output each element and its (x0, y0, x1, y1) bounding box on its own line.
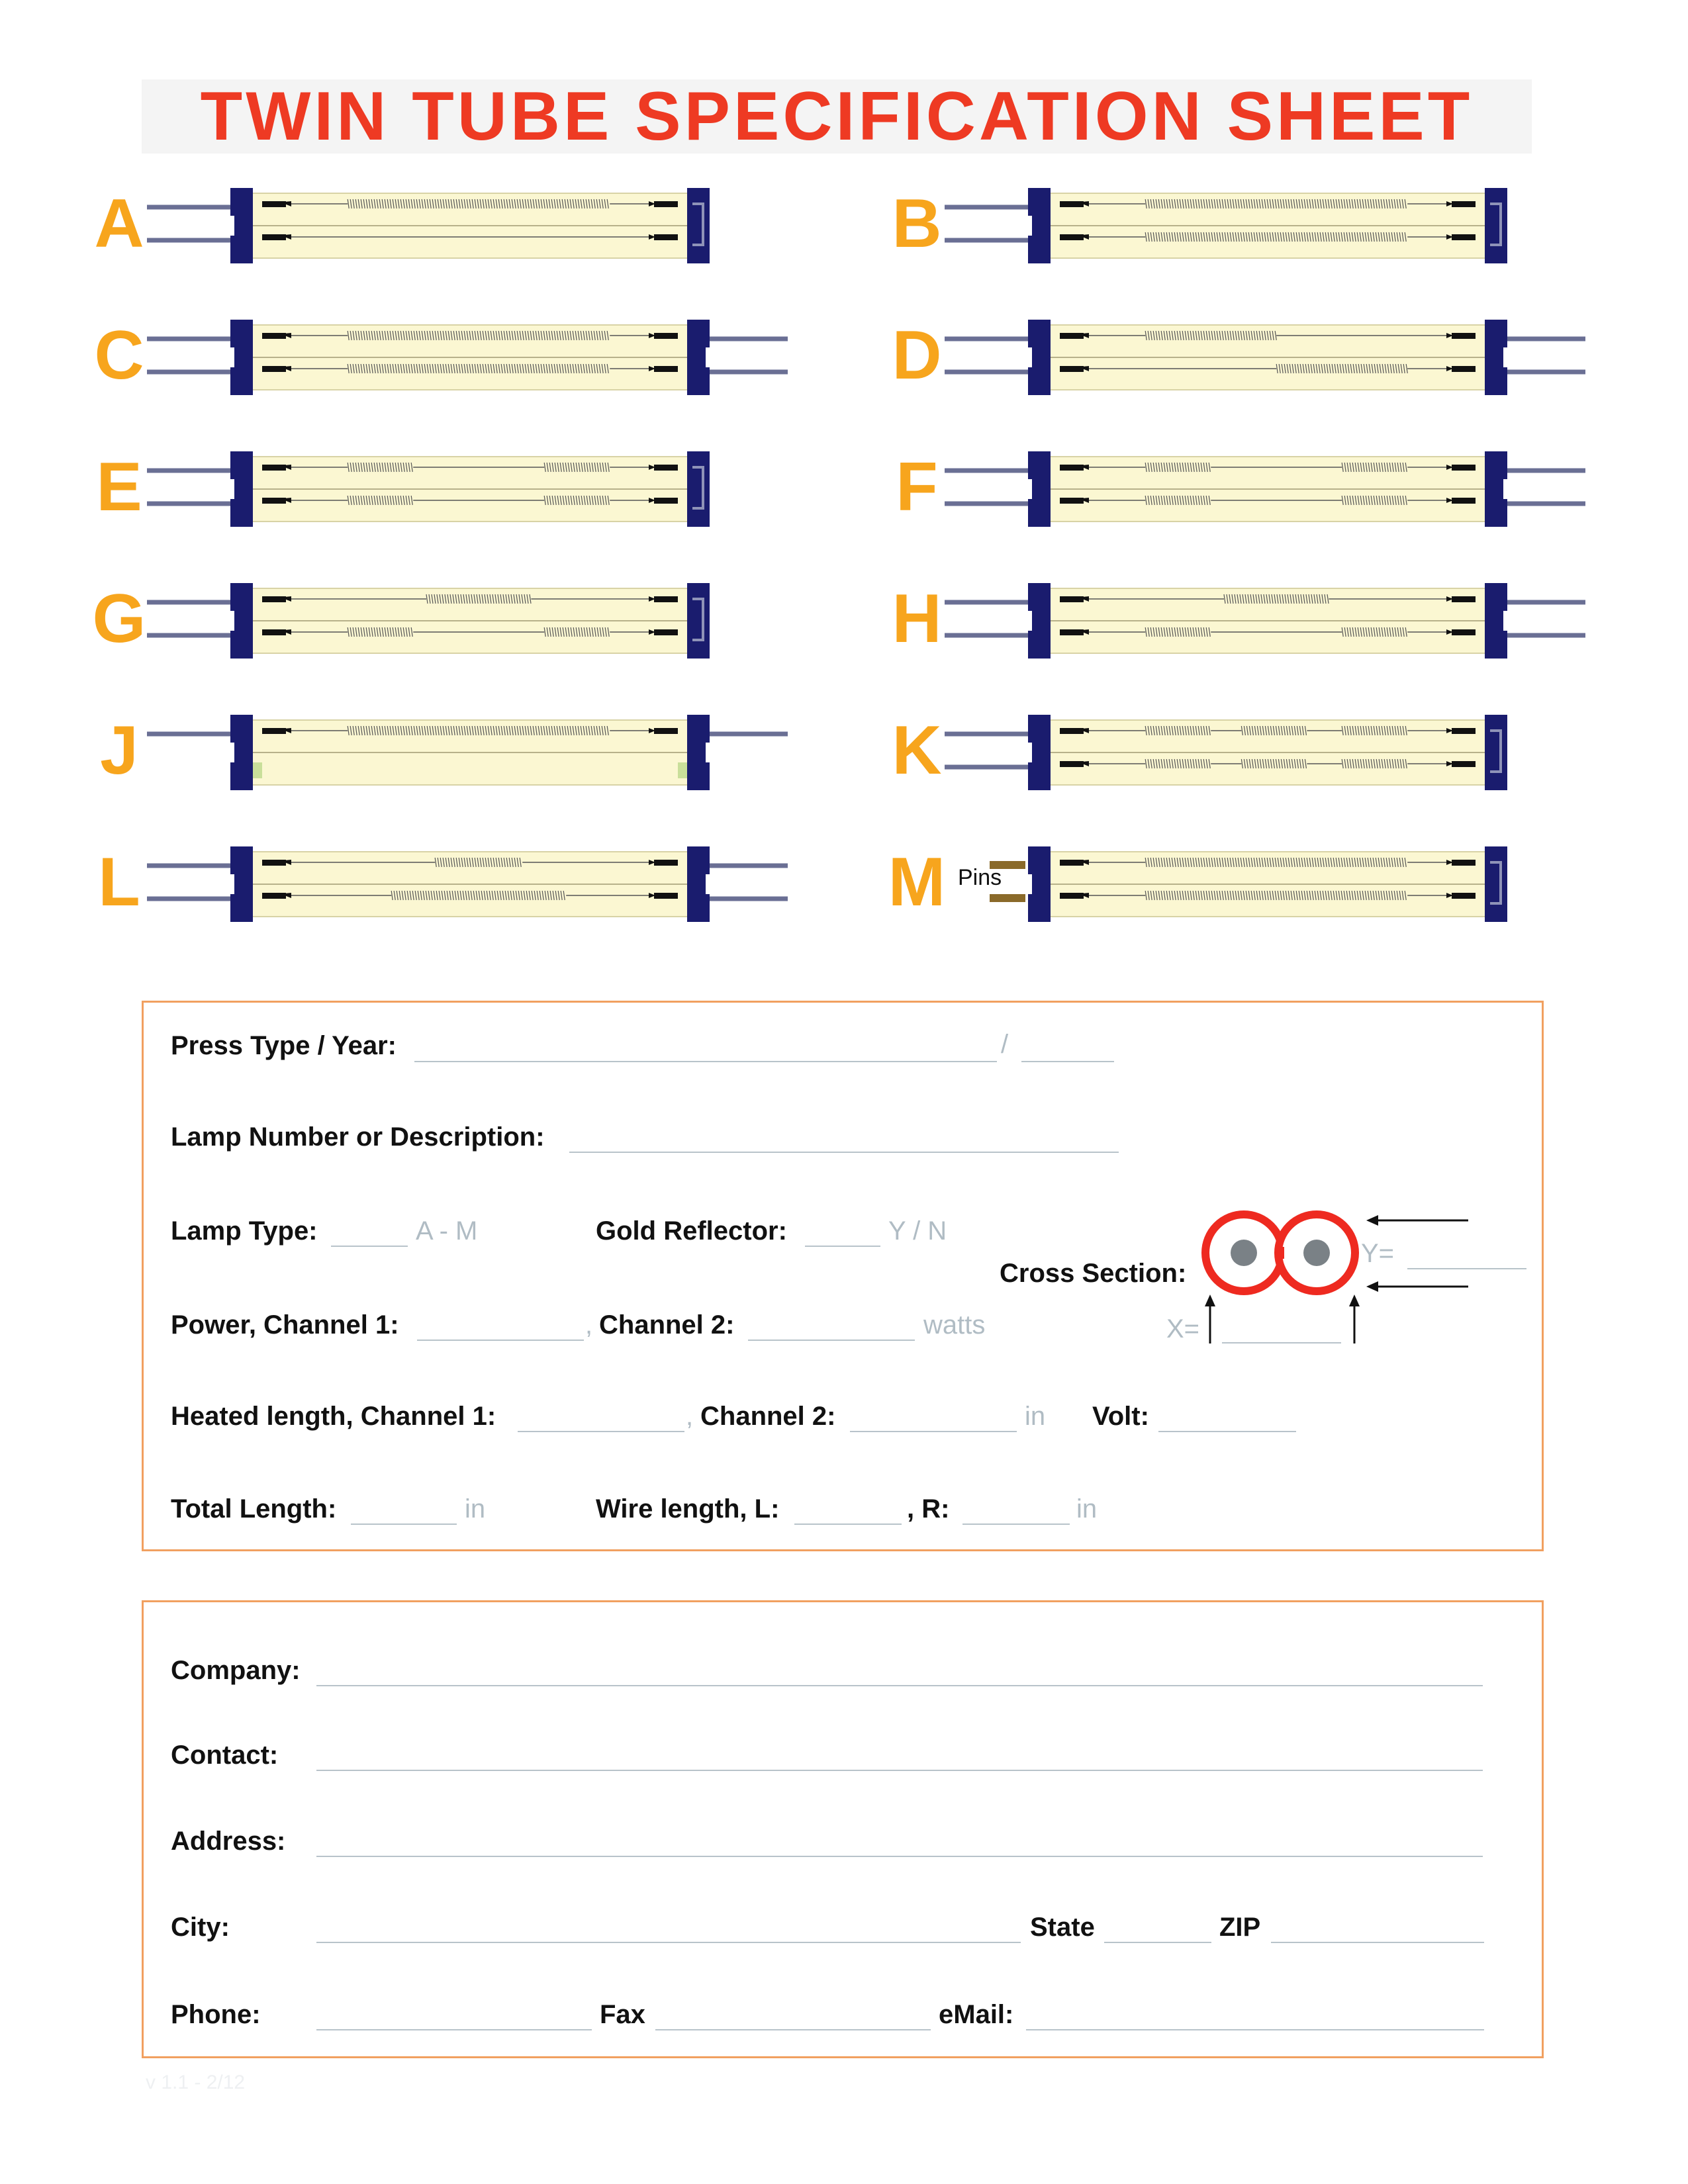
lamp-type-label: Lamp Type: (171, 1216, 318, 1246)
heated-ch1-label: Heated length, Channel 1: (171, 1402, 496, 1431)
press-year-field[interactable] (1021, 1061, 1114, 1062)
pins-label: Pins (958, 865, 1002, 890)
wire-length-left-field[interactable] (794, 1524, 902, 1525)
y-dimension-field[interactable] (1407, 1268, 1526, 1269)
lamp-diagram-d[interactable] (884, 316, 1688, 395)
lamp-letter: M (888, 844, 946, 921)
wire-length-unit: in (1076, 1494, 1098, 1524)
lamp-letter: C (94, 317, 144, 394)
state-label: State (1030, 1913, 1095, 1942)
twin-tube-lamp-icon (86, 316, 900, 395)
fax-label: Fax (600, 2000, 645, 2029)
contact-form-box (142, 1600, 1544, 2058)
contact-field[interactable] (316, 1770, 1483, 1771)
power-ch1-field[interactable] (417, 1340, 584, 1341)
press-type-field[interactable] (414, 1061, 997, 1062)
lamp-letter: B (892, 185, 942, 262)
twin-tube-lamp-icon (86, 184, 900, 263)
state-field[interactable] (1104, 1942, 1211, 1943)
volt-field[interactable] (1158, 1431, 1296, 1432)
cross-section-icon (1198, 1205, 1476, 1357)
heated-ch2-label: Channel 2: (700, 1402, 836, 1431)
y-dimension-hint: Y= (1361, 1239, 1395, 1268)
wire-length-label: Wire length, L: (596, 1494, 780, 1524)
address-field[interactable] (316, 1856, 1483, 1857)
power-ch1-label: Power, Channel 1: (171, 1310, 399, 1340)
volt-label: Volt: (1092, 1402, 1149, 1431)
lamp-diagram-l[interactable] (86, 842, 900, 922)
lamp-diagram-a[interactable] (86, 184, 900, 263)
lamp-diagram-f[interactable] (884, 447, 1688, 527)
lamp-diagram-b[interactable] (884, 184, 1688, 263)
lamp-diagram-j[interactable] (86, 711, 900, 790)
zip-label: ZIP (1219, 1913, 1261, 1942)
press-type-label: Press Type / Year: (171, 1031, 397, 1060)
cross-section-label: Cross Section: (1000, 1259, 1187, 1288)
page-title: TWIN TUBE SPECIFICATION SHEET (200, 78, 1474, 155)
twin-tube-lamp-icon (884, 711, 1688, 790)
company-label: Company: (171, 1656, 301, 1685)
twin-tube-lamp-icon (884, 842, 1688, 922)
lamp-number-label: Lamp Number or Description: (171, 1122, 545, 1152)
lamp-diagram-k[interactable] (884, 711, 1688, 790)
lamp-diagram-e[interactable] (86, 447, 900, 527)
heated-ch2-field[interactable] (850, 1431, 1017, 1432)
phone-field[interactable] (316, 2029, 592, 2030)
address-label: Address: (171, 1827, 286, 1856)
twin-tube-lamp-icon (86, 579, 900, 659)
lamp-letter: J (100, 712, 138, 789)
heated-unit: in (1025, 1402, 1046, 1431)
fax-field[interactable] (655, 2029, 931, 2030)
phone-label: Phone: (171, 2000, 261, 2029)
zip-field[interactable] (1271, 1942, 1484, 1943)
contact-label: Contact: (171, 1741, 279, 1770)
lamp-letter: L (98, 844, 140, 921)
gold-reflector-hint: Y / N (888, 1216, 947, 1246)
total-length-label: Total Length: (171, 1494, 337, 1524)
wire-length-right-field[interactable] (962, 1524, 1070, 1525)
x-dimension-field[interactable] (1222, 1342, 1341, 1343)
lamp-letter: A (94, 185, 144, 262)
gold-reflector-field[interactable] (805, 1246, 880, 1247)
power-ch2-field[interactable] (748, 1340, 915, 1341)
lamp-diagram-h[interactable] (884, 579, 1688, 659)
company-field[interactable] (316, 1685, 1483, 1686)
power-separator: , (585, 1310, 593, 1340)
total-length-unit: in (465, 1494, 486, 1524)
lamp-letter: E (96, 449, 142, 525)
city-field[interactable] (316, 1942, 1021, 1943)
twin-tube-lamp-icon (884, 579, 1688, 659)
wire-length-r-label: , R: (907, 1494, 950, 1524)
twin-tube-lamp-icon (884, 447, 1688, 527)
twin-tube-lamp-icon (884, 316, 1688, 395)
lamp-type-field[interactable] (331, 1246, 408, 1247)
city-label: City: (171, 1913, 230, 1942)
lamp-diagram-m[interactable] (884, 842, 1688, 922)
lamp-number-field[interactable] (569, 1152, 1119, 1153)
power-unit: watts (923, 1310, 986, 1340)
lamp-type-hint: A - M (416, 1216, 478, 1246)
x-dimension-hint: X= (1166, 1314, 1200, 1343)
power-ch2-label: Channel 2: (599, 1310, 735, 1340)
lamp-letter: G (92, 580, 146, 657)
email-field[interactable] (1026, 2029, 1484, 2030)
press-type-separator: / (1001, 1030, 1009, 1059)
gold-reflector-label: Gold Reflector: (596, 1216, 787, 1246)
twin-tube-lamp-icon (86, 711, 900, 790)
version-label: v 1.1 - 2/12 (146, 2071, 246, 2093)
total-length-field[interactable] (351, 1524, 457, 1525)
twin-tube-lamp-icon (86, 447, 900, 527)
twin-tube-lamp-icon (86, 842, 900, 922)
lamp-diagram-g[interactable] (86, 579, 900, 659)
lamp-letter: K (892, 712, 942, 789)
lamp-letter: D (892, 317, 942, 394)
heated-ch1-field[interactable] (518, 1431, 684, 1432)
title-bar (142, 79, 1532, 154)
lamp-diagram-c[interactable] (86, 316, 900, 395)
twin-tube-lamp-icon (884, 184, 1688, 263)
lamp-letter: H (892, 580, 942, 657)
email-label: eMail: (939, 2000, 1014, 2029)
lamp-letter: F (896, 449, 938, 525)
heated-separator: , (686, 1402, 694, 1431)
